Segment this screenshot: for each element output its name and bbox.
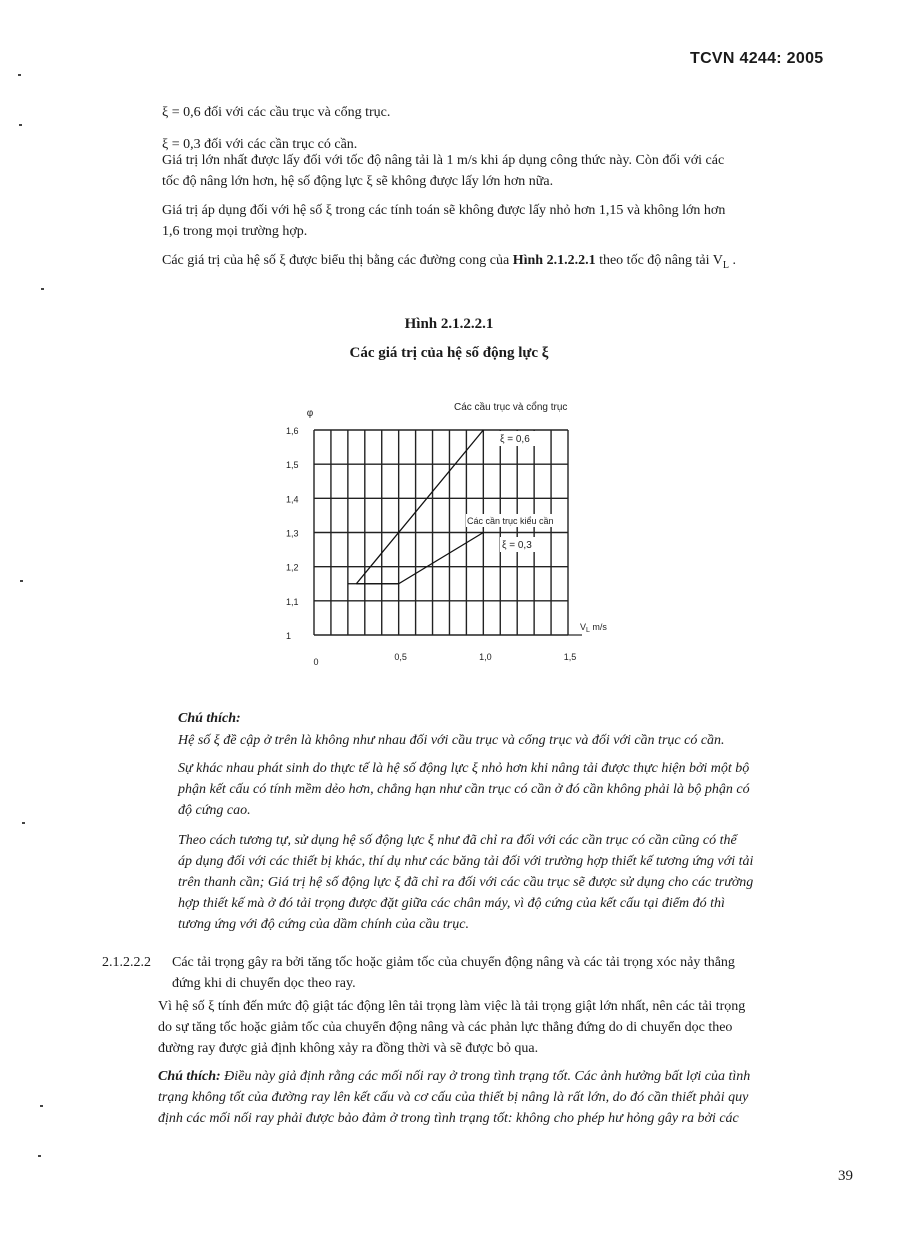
paragraph-figure-reference — [162, 250, 736, 276]
text-line: áp dụng đối với các thiết bị khác, thí dụ như các băng tải đối với trường hợp thiết kế tương ứng với tải — [178, 854, 754, 869]
section-note — [158, 1066, 868, 1129]
text-line: Giá trị lớn nhất được lấy đối với tốc độ nâng tải là 1 m/s khi áp dụng công thức này. Còn đối với các — [162, 153, 725, 168]
text-line: trên thanh cần; Giá trị hệ số động lực ξ đã chỉ ra đối với các cầu trục sẽ được sử dụng cho các trường — [178, 875, 754, 890]
text-line: do sự tăng tốc hoặc giảm tốc của chuyển động nâng và các phản lực thẳng đứng do di chuyển dọc theo — [158, 1020, 733, 1035]
text-line: tương ứng với độ cứng của dầm chính của cầu trục. — [178, 917, 469, 932]
text-line — [158, 1066, 868, 1087]
note-1: Hệ số ξ đề cập ở trên là không như nhau đối với cầu trục và cổng trục và đối với cần trục có cần. — [178, 733, 725, 748]
dynamic-factor-chart — [270, 390, 650, 680]
scan-speck — [22, 822, 25, 824]
text-line: Vì hệ số ξ tính đến mức độ giật tác động lên tải trọng làm việc là tải trọng giật lớn nhất, nên các tải trọng — [158, 999, 746, 1014]
text-line: hợp thiết kế mà ở đó tải trọng được đặt giữa các chân máy, vì độ cứng của kết cấu tại điểm đó thì — [178, 896, 725, 911]
text-line: Sự khác nhau phát sinh do thực tế là hệ số động lực ξ nhỏ hơn khi nâng tải được thực hiện bởi một bộ — [178, 761, 750, 776]
text-run: Điều này giả định rằng các mối nối ray ở trong tình trạng tốt. Các ảnh hưởng bất lợi của tình — [220, 1069, 751, 1084]
y-tick-label: 1,2 — [286, 562, 299, 573]
subscript: L — [722, 259, 729, 271]
x-axis-label: $V_L$ m/s — [580, 622, 607, 634]
xi-line-bridge-cranes: ξ = 0,6 đối với các cầu trục và cổng trục. — [162, 105, 391, 120]
text-line: đường ray được giả định không xảy ra đồng thời và sẽ được bỏ qua. — [158, 1041, 539, 1056]
scan-speck — [19, 124, 22, 126]
series-line-1 — [356, 430, 483, 584]
section-title — [172, 952, 862, 994]
text-line: trạng không tốt của đường ray lên kết cấu và cơ cấu của thiết bị nâng là rất lớn, do đó cần thiết phải quy — [158, 1090, 749, 1105]
text-line: 1,6 trong mọi trường hợp. — [162, 224, 308, 239]
y-tick-label: 1 — [286, 631, 292, 641]
figure-number: Hình 2.1.2.2.1 — [404, 316, 494, 332]
scan-speck — [41, 288, 44, 290]
section-number: 2.1.2.2.2 — [102, 955, 151, 970]
scan-speck — [20, 580, 23, 582]
scan-speck — [18, 74, 21, 76]
series-line-2 — [356, 533, 483, 584]
text-line: Giá trị áp dụng đối với hệ số ξ trong các tính toán sẽ không được lấy nhỏ hơn 1,15 và không lớn hơn — [162, 203, 726, 218]
x-tick-label: 0 — [313, 657, 319, 667]
figure-reference: Hình 2.1.2.2.1 — [512, 253, 596, 268]
scan-speck — [38, 1155, 41, 1157]
chart-annotation: Các cần trục kiểu cần — [467, 516, 554, 526]
chart-annotation: ξ = 0,6 — [500, 434, 530, 445]
y-tick-label: 1,3 — [286, 528, 299, 539]
y-tick-label: 1,5 — [286, 460, 299, 471]
text-run: theo tốc độ nâng tải V — [595, 253, 723, 268]
paragraph-max-value — [162, 150, 842, 192]
chart-annotation: Các cầu trục và cổng trục — [454, 402, 568, 413]
y-tick-label: 1,6 — [286, 426, 299, 436]
xi-line-jib-cranes: ξ = 0,3 đối với các cần trục có cần. — [162, 137, 358, 152]
text-run: Các giá trị của hệ số ξ được biểu thị bằng các đường cong của — [162, 253, 513, 268]
text-line: phận kết cấu có tính mềm dẻo hơn, chẳng hạn như cần trục có cần ở đó cần không phải là bộ phận có — [178, 782, 750, 797]
note-label: Chú thích: — [158, 1069, 221, 1084]
scan-speck — [40, 1105, 43, 1107]
y-tick-label: 1,1 — [286, 596, 299, 607]
y-tick-label: 1,4 — [286, 494, 299, 505]
chart-labels — [286, 401, 607, 667]
note-2 — [178, 758, 858, 821]
chart-grid — [314, 430, 582, 635]
text-line: định các mối nối ray phải được bảo đảm ở trong tình trạng tốt: không cho phép hư hỏng gây ra bởi các — [158, 1111, 739, 1126]
notes-heading: Chú thích: — [178, 711, 241, 726]
text-line: Các tải trọng gây ra bởi tăng tốc hoặc giảm tốc của chuyển động nâng và các tải trọng xóc nảy thẳng — [172, 955, 735, 970]
chart-annotation: ξ = 0,3 — [502, 540, 532, 551]
section-body — [158, 996, 858, 1059]
x-tick-label: 1,5 — [563, 652, 577, 662]
figure-caption: Các giá trị của hệ số động lực ξ — [349, 345, 549, 361]
note-3 — [178, 830, 868, 935]
page-number: 39 — [838, 1168, 853, 1184]
y-axis-label: φ — [306, 408, 314, 419]
text-run: . — [728, 253, 736, 268]
text-line: Theo cách tương tự, sử dụng hệ số động lực ξ như đã chỉ ra đối với các cần trục có cần cũng có thể — [178, 833, 737, 848]
paragraph-applied-value — [162, 200, 842, 242]
x-tick-label: 1,0 — [479, 652, 492, 662]
x-tick-label: 0,5 — [394, 652, 407, 662]
text-line: tốc độ nâng lớn hơn, hệ số động lực ξ sẽ không được lấy lớn hơn nữa. — [162, 174, 554, 189]
text-line: đứng khi di chuyển dọc theo ray. — [172, 976, 356, 991]
standard-code: TCVN 4244: 2005 — [690, 50, 824, 67]
text-line: độ cứng cao. — [178, 803, 251, 818]
